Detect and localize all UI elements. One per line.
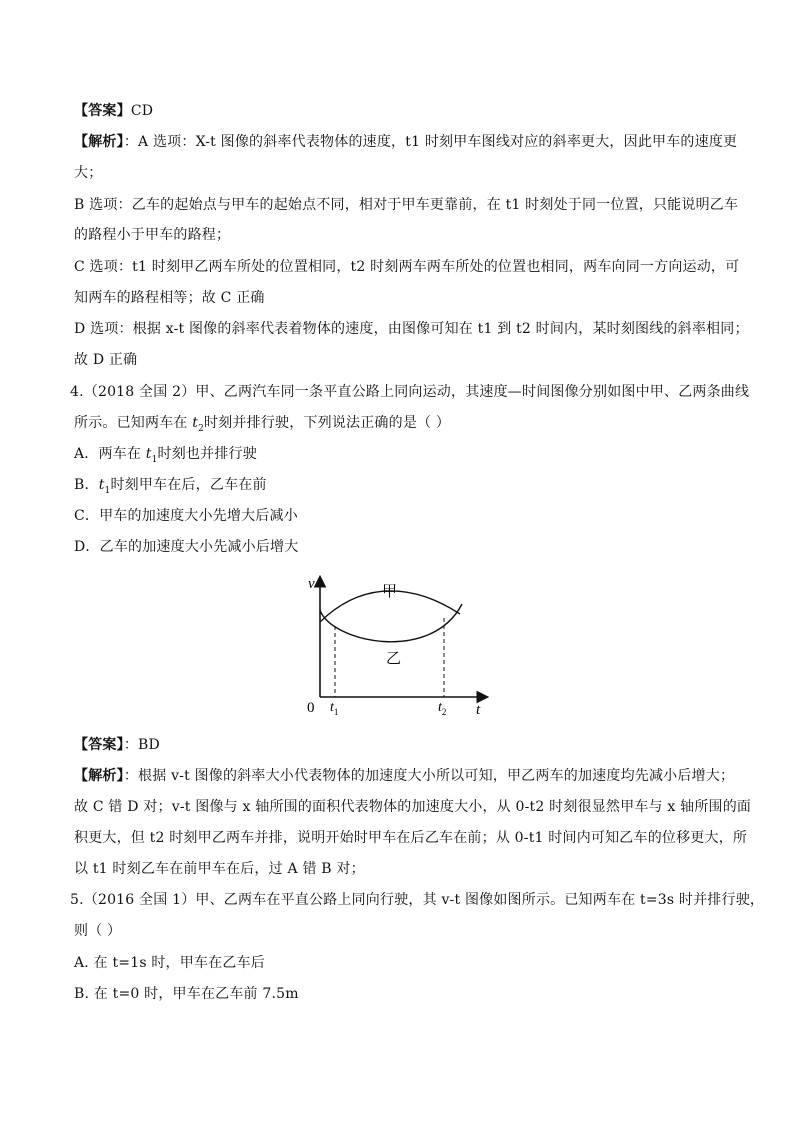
- analysis-tag: 【解析】: [74, 134, 124, 150]
- answer-line-q3: [74, 100, 153, 122]
- answer-tag: 【答案】: [74, 737, 124, 753]
- question-4-stem-line-2: [74, 412, 450, 440]
- stem-variable: t: [192, 415, 199, 431]
- question-5-stem-line-1: 5.（2016 全国 1）甲、乙两车在平直公路上同向行驶，其 v-t 图像如图所示。已知两车在 t=3s 时并排行驶，: [70, 892, 765, 908]
- x-axis-label: t: [476, 702, 481, 718]
- analysis-line-7: D 选项：根据 x-t 图像的斜率代表着物体的速度，由图像可知在 t1 到 t2 时间内，某时刻图线的斜率相同；: [74, 321, 749, 337]
- q5-option-a: A. 在 t=1s 时，甲车在乙车后: [74, 955, 265, 971]
- analysis-text: A 选项：X-t 图像的斜率代表物体的速度，t1 时刻甲车图线对应的斜率更大，因此甲车的速度更: [138, 134, 738, 150]
- option-a-text: A．两车在: [74, 446, 146, 462]
- q5-option-b: B. 在 t=0 时，甲车在乙车前 7.5m: [74, 986, 299, 1002]
- analysis-colon: ：: [123, 134, 139, 150]
- option-d: D．乙车的加速度大小先减小后增大: [74, 539, 299, 555]
- answer-value: CD: [130, 103, 154, 119]
- analysis-line-3: B 选项：乙车的起始点与甲车的起始点不同，相对于甲车更靠前，在 t1 时刻处于同一位置，只能说明乙车: [74, 197, 739, 213]
- option-b-text: B．: [74, 477, 99, 493]
- option-a-subscript: 1: [151, 454, 158, 465]
- answer-tag: 【答案】: [74, 103, 131, 119]
- stem-text-a: 所示。已知两车在: [74, 415, 193, 431]
- option-c: C．甲车的加速度大小先增大后减小: [74, 508, 298, 524]
- analysis-line-6: 知两车的路程相等；故 C 正确: [74, 290, 265, 306]
- option-a: [74, 443, 257, 471]
- q4-analysis-line-3: 积更大，但 t2 时刻甲乙两车并排，说明开始时甲车在后乙车在前；从 0-t1 时间内可知乙车的位移更大，所: [74, 830, 748, 846]
- option-b: [74, 474, 267, 502]
- curve-yi: [320, 604, 462, 642]
- analysis-line-2: 大；: [74, 165, 103, 181]
- curve-jia-label: 甲: [382, 584, 398, 600]
- option-b-subscript: 1: [104, 485, 111, 496]
- analysis-line-1: [74, 131, 737, 153]
- t2-label: $t_2$: [438, 700, 447, 717]
- analysis-text: ：根据 v-t 图像的斜率大小代表物体的加速度大小所以可知，甲乙两车的加速度均先减小后增大；: [123, 768, 735, 784]
- stem-text-b: 时刻并排行驶，下列说法正确的是（ ）: [204, 415, 451, 431]
- option-a-variable: t: [145, 446, 152, 462]
- t1-label: $t_1$: [330, 700, 339, 717]
- y-axis-label: v: [308, 576, 315, 592]
- origin-label: 0: [307, 700, 315, 716]
- answer-line-q4: [74, 734, 160, 756]
- answer-value: ：BD: [123, 737, 160, 753]
- analysis-line-8: 故 D 正确: [74, 352, 138, 368]
- analysis-tag: 【解析】: [74, 768, 124, 784]
- q4-analysis-line-4: 以 t1 时刻乙车在前甲车在后，过 A 错 B 对；: [74, 861, 365, 877]
- analysis-line-5: C 选项：t1 时刻甲乙两车所处的位置相同，t2 时刻两车两车所处的位置也相同，两车向同一方向运动，可: [74, 259, 740, 275]
- q4-analysis-line-2: 故 C 错 D 对；v-t 图像与 x 轴所围的面积代表物体的加速度大小，从 0-t2 时刻很显然甲车与 x 轴所围的面: [74, 799, 752, 815]
- option-b-text-tail: 时刻甲车在后，乙车在前: [110, 477, 267, 493]
- curve-yi-label: 乙: [386, 651, 402, 667]
- option-a-text-tail: 时刻也并排行驶: [157, 446, 257, 462]
- analysis-line-4: 的路程小于甲车的路程；: [74, 227, 231, 243]
- question-4-stem-line-1: 4.（2018 全国 2）甲、乙两汽车同一条平直公路上同向运动，其速度—时间图像分别如图中甲、乙两条曲线: [70, 384, 750, 400]
- vt-graph-figure: [306, 574, 506, 722]
- question-5-stem-line-2: 则（ ）: [74, 923, 122, 939]
- option-b-variable: t: [98, 477, 105, 493]
- stem-subscript: 2: [198, 423, 205, 434]
- q4-analysis-line-1: [74, 765, 734, 787]
